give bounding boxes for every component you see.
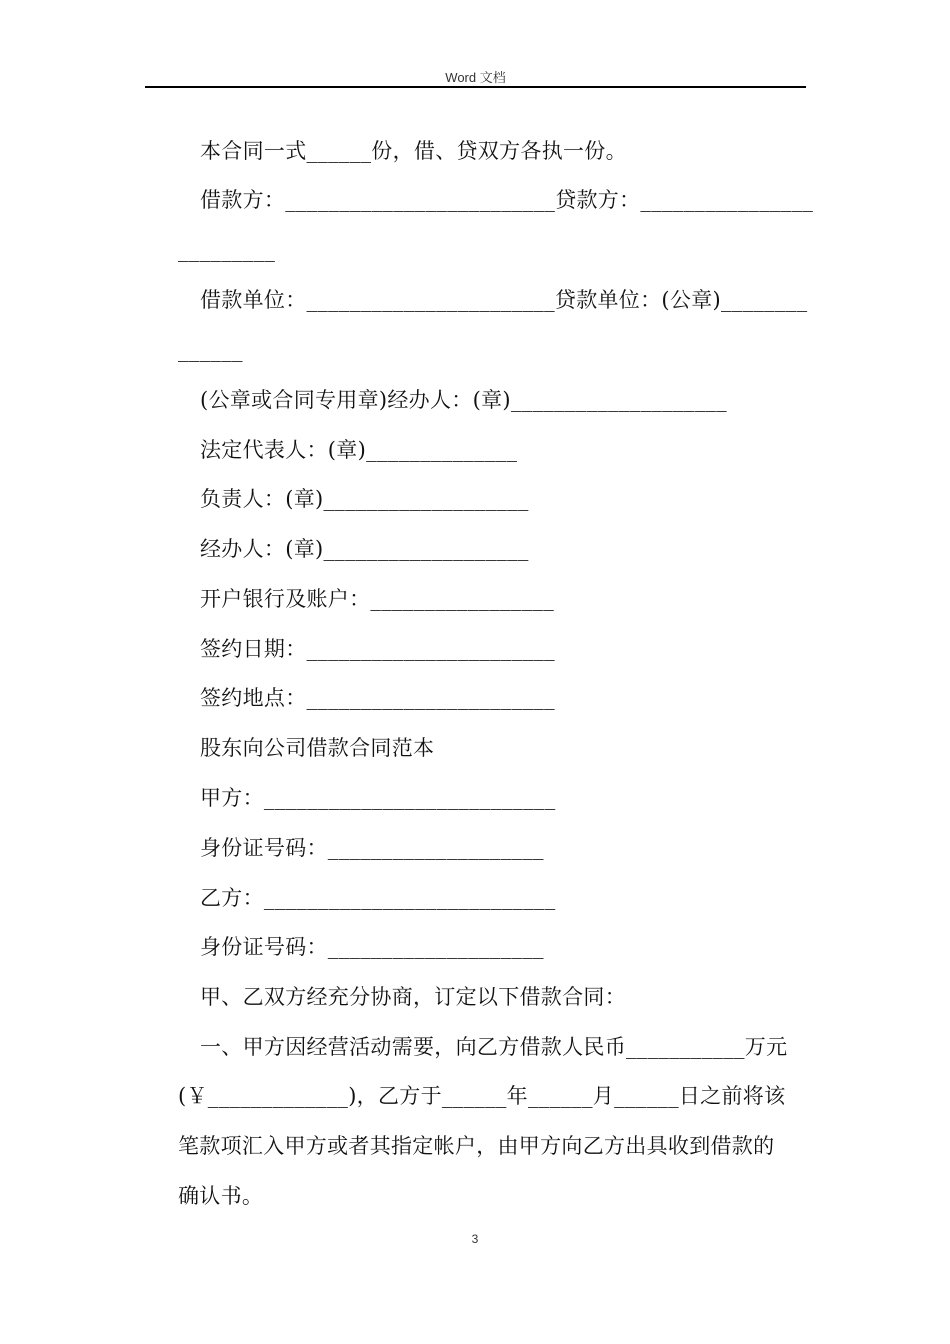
page-header: Word 文档: [445, 70, 506, 85]
borrower-lender-line: 借款方：_________________________贷款方：________________: [200, 188, 814, 212]
borrower-lender-line-cont: _________: [178, 238, 276, 262]
clause-1-line-3: 笔款项汇入甲方或者其指定帐户，由甲方向乙方出具收到借款的: [178, 1134, 775, 1158]
party-b-line: 乙方：___________________________: [200, 886, 556, 910]
unit-line: 借款单位：_______________________贷款单位：(公章)________: [200, 288, 808, 312]
person-in-charge-line: 负责人：(章)___________________: [200, 487, 529, 511]
clause-1-line-4: 确认书。: [178, 1184, 264, 1208]
signing-place-line: 签约地点：_______________________: [200, 686, 555, 710]
header-divider: [145, 86, 806, 88]
legal-rep-line: 法定代表人：(章)______________: [200, 438, 518, 462]
page-number: 3: [471, 1232, 479, 1246]
seal-agent-line: (公章或合同专用章)经办人：(章)____________________: [200, 388, 727, 412]
agent-line: 经办人：(章)___________________: [200, 537, 529, 561]
agreement-intro: 甲、乙双方经充分协商，订定以下借款合同：: [200, 985, 626, 1009]
bank-account-line: 开户银行及账户：_________________: [200, 587, 554, 611]
party-a-line: 甲方：___________________________: [200, 786, 556, 810]
unit-line-cont: ______: [178, 338, 243, 362]
clause-1-line-2: (￥_____________)，乙方于______年______月______日之前将该: [178, 1084, 786, 1108]
party-b-id-line: 身份证号码：____________________: [200, 935, 544, 959]
party-a-id-line: 身份证号码：____________________: [200, 836, 544, 860]
section-title: 股东向公司借款合同范本: [200, 736, 435, 760]
copies-clause: 本合同一式______份，借、贷双方各执一份。: [200, 139, 627, 163]
signing-date-line: 签约日期：_______________________: [200, 637, 555, 661]
clause-1-line-1: 一、甲方因经营活动需要，向乙方借款人民币___________万元: [200, 1035, 788, 1059]
